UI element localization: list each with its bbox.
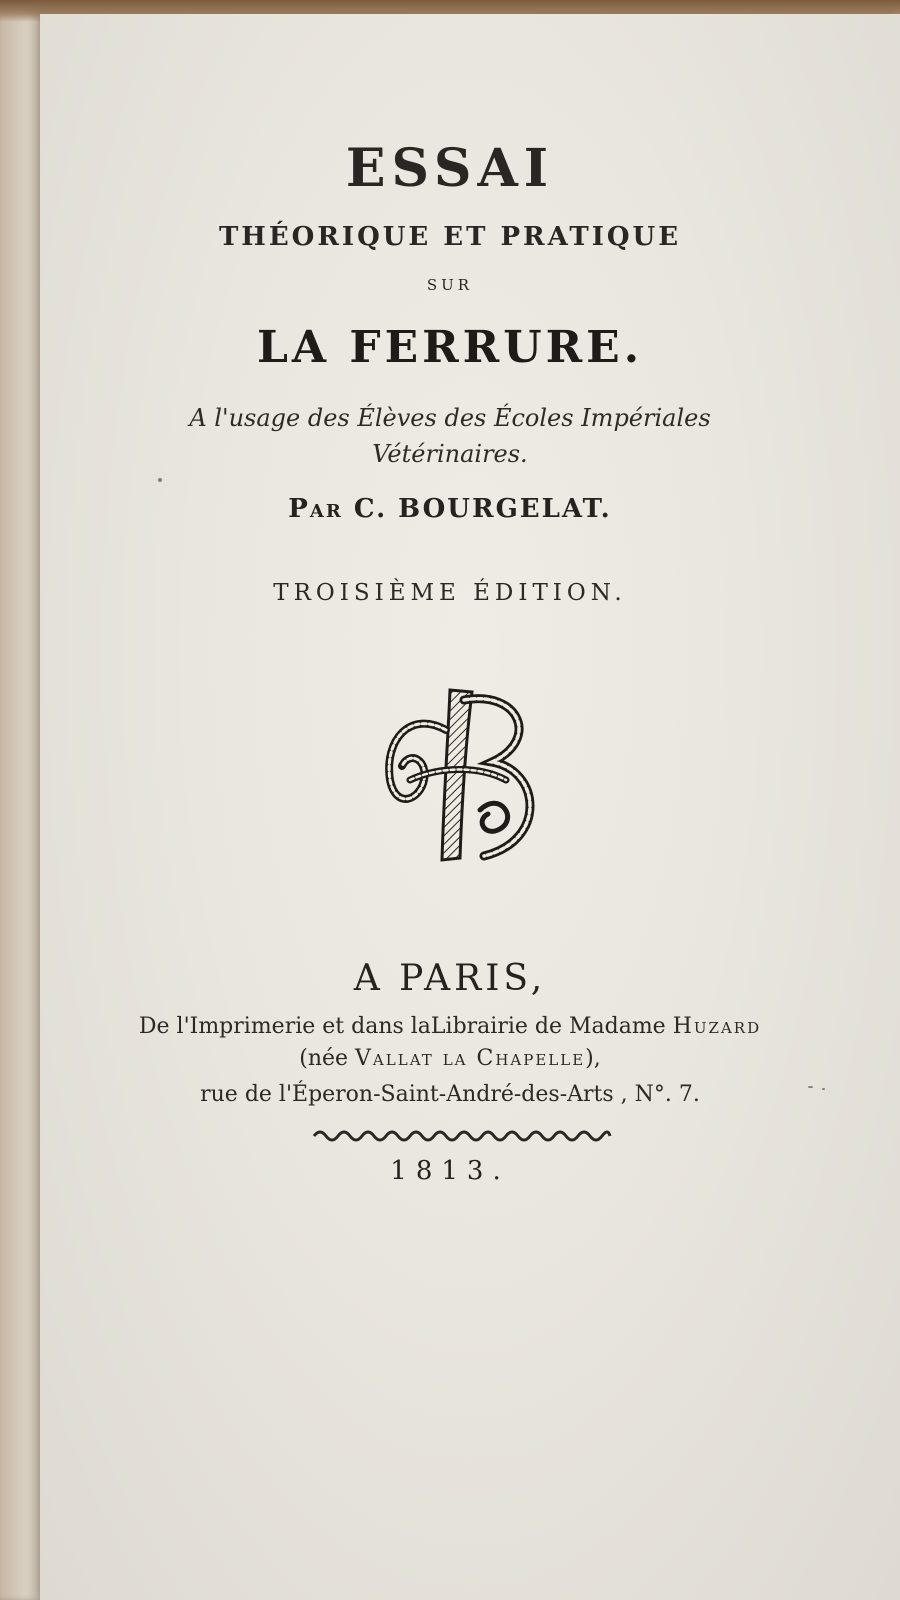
imprint-printer: De l'Imprimerie et dans laLibrairie de Madame [138,1014,666,1039]
imprint-close: ), [585,1046,601,1071]
ornamental-rule [312,1126,612,1146]
author-name: C. BOURGELAT. [353,494,612,524]
imprint-line-1 [0,1014,900,1039]
book-purpose [0,400,900,472]
paper-speck [158,478,162,482]
title-connector: SUR [426,276,474,294]
monogram-hb-icon [380,670,550,870]
imprint-line-2 [0,1046,900,1071]
book-author [0,494,900,524]
book-main-title: LA FERRURE. [256,322,644,373]
purpose-line-2: Vétérinaires. [372,440,528,468]
publication-place: A PARIS, [353,958,547,999]
book-subtitle: THÉORIQUE ET PRATIQUE [218,222,682,252]
imprint-nee: (née [299,1046,349,1071]
book-edition: TROISIÈME ÉDITION. [273,580,627,606]
imprint-address: rue de l'Éperon-Saint-André-des-Arts , N°. 7. [200,1082,700,1107]
book-title: ESSAI [345,138,555,199]
purpose-line-1: A l'usage des Élèves des Écoles Impériales [189,404,711,432]
publication-year: 1813. [390,1156,510,1186]
imprint-maiden-name: Vallat la Chapelle [355,1046,586,1071]
author-prefix: Par [288,494,343,524]
imprint-printer-name: Huzard [672,1014,762,1039]
